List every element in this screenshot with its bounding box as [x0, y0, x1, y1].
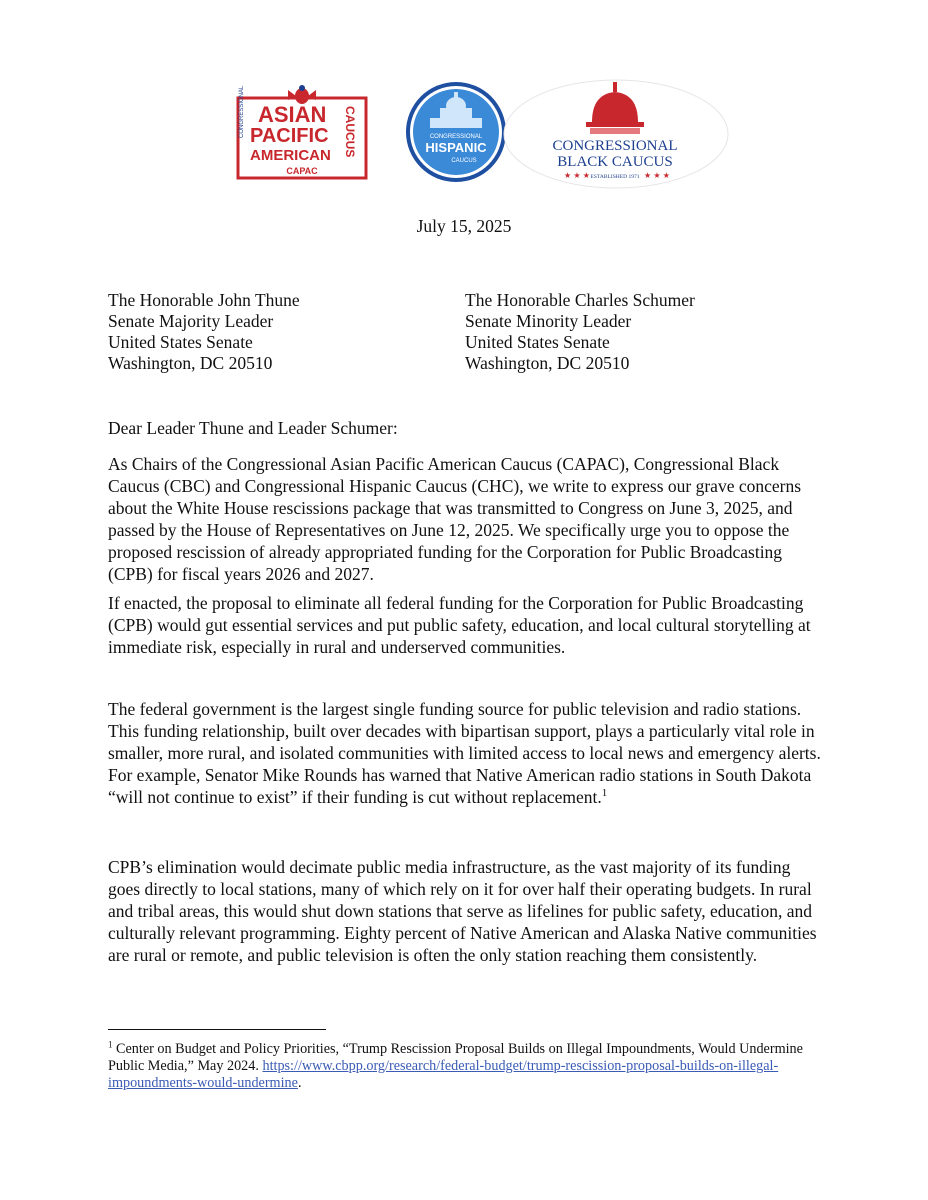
recipient-name: The Honorable John Thune: [108, 290, 300, 310]
capac-vertical-text: CONGRESSIONAL: [239, 85, 245, 138]
capac-line1: ASIAN: [258, 102, 327, 127]
recipient-body: United States Senate: [108, 332, 253, 352]
logo-row: [0, 78, 928, 198]
recipient-title: Senate Minority Leader: [465, 311, 632, 331]
footnote-ref[interactable]: 1: [601, 787, 608, 800]
chc-main-text: HISPANIC: [425, 140, 487, 155]
recipient-block-left: [108, 290, 300, 374]
letter-date: July 15, 2025: [416, 216, 512, 236]
salutation: Dear Leader Thune and Leader Schumer:: [108, 418, 398, 438]
paragraph-4: CPB’s elimination would decimate public media infrastructure, as the vast majority of its funding goes directly to local stations, many of which rely on it for over half their operating budgets. In rural and tribal areas, this would shut down stations that serve as lifelines for public safety, education, and culturally relevant programming. Eighty percent of Native American and Alaska Native communities are rural or remote, and public television is often the only station reaching them consistently.: [108, 857, 817, 965]
recipient-body: United States Senate: [465, 332, 610, 352]
paragraph-3: [108, 698, 824, 808]
recipient-name: The Honorable Charles Schumer: [465, 290, 695, 310]
chc-top-text: CONGRESSIONAL: [429, 134, 483, 140]
footnote-link[interactable]: https://www.cbpp.org/research/federal-budget/trump-rescission-proposal-builds-on-illegal-impoundments-would-undermine: [108, 1058, 779, 1091]
capac-logo: [236, 84, 368, 180]
paragraph-2: If enacted, the proposal to eliminate all federal funding for the Corporation for Public Broadcasting (CPB) would gut essential services and put public safety, education, and local cultural storytelling at immediate risk, especially in rural and underserved communities.: [108, 593, 811, 657]
chc-sub-text: CAUCUS: [451, 158, 477, 164]
cbc-stars-left: ★ ★ ★: [564, 171, 590, 180]
cbc-established: ESTABLISHED 1971: [590, 174, 640, 180]
recipient-city: Washington, DC 20510: [465, 353, 630, 373]
footnote-text: Center on Budget and Policy Priorities, “Trump Rescission Proposal Builds on Illegal Impoundments, Would Undermine Public Media,” May 2024.: [108, 1041, 803, 1074]
cbc-line1: CONGRESSIONAL: [552, 138, 678, 154]
paragraph-3-text: The federal government is the largest single funding source for public television and radio stations. This funding relationship, built over decades with bipartisan support, plays a particularly vital role in smaller, more rural, and isolated communities with limited access to local news and emergency alerts. For example, Senator Mike Rounds has warned that Native American radio stations in South Dakota “will not continue to exist” if their funding is cut without replacement.: [108, 699, 821, 807]
cbc-logo: [502, 78, 732, 190]
footnote-number: 1: [108, 1039, 113, 1050]
cbc-line2: BLACK CAUCUS: [557, 154, 673, 170]
footnote-end: .: [297, 1075, 302, 1091]
recipient-city: Washington, DC 20510: [108, 353, 273, 373]
capac-line2: PACIFIC: [250, 125, 329, 147]
paragraph-1: As Chairs of the Congressional Asian Pacific American Caucus (CAPAC), Congressional Black Caucus (CBC) and Congressional Hispanic Caucus (CHC), we write to express our grave concerns about the White House rescissions package that was transmitted to Congress on June 3, 2025, and passed by the House of Representatives on June 12, 2025. We specifically urge you to oppose the proposed rescission of already appropriated funding for the Corporation for Public Broadcasting (CPB) for fiscal years 2026 and 2027.: [108, 454, 802, 584]
capac-line3: AMERICAN: [250, 147, 331, 164]
capac-side-text: CAUCUS: [343, 106, 357, 158]
capac-acronym: CAPAC: [286, 166, 318, 176]
chc-logo: [404, 78, 508, 186]
footnote-divider: [108, 1029, 326, 1030]
recipient-title: Senate Majority Leader: [108, 311, 274, 331]
recipient-block-right: [465, 290, 695, 374]
cbc-stars-right: ★ ★ ★: [644, 171, 670, 180]
footnote: [108, 1041, 824, 1092]
